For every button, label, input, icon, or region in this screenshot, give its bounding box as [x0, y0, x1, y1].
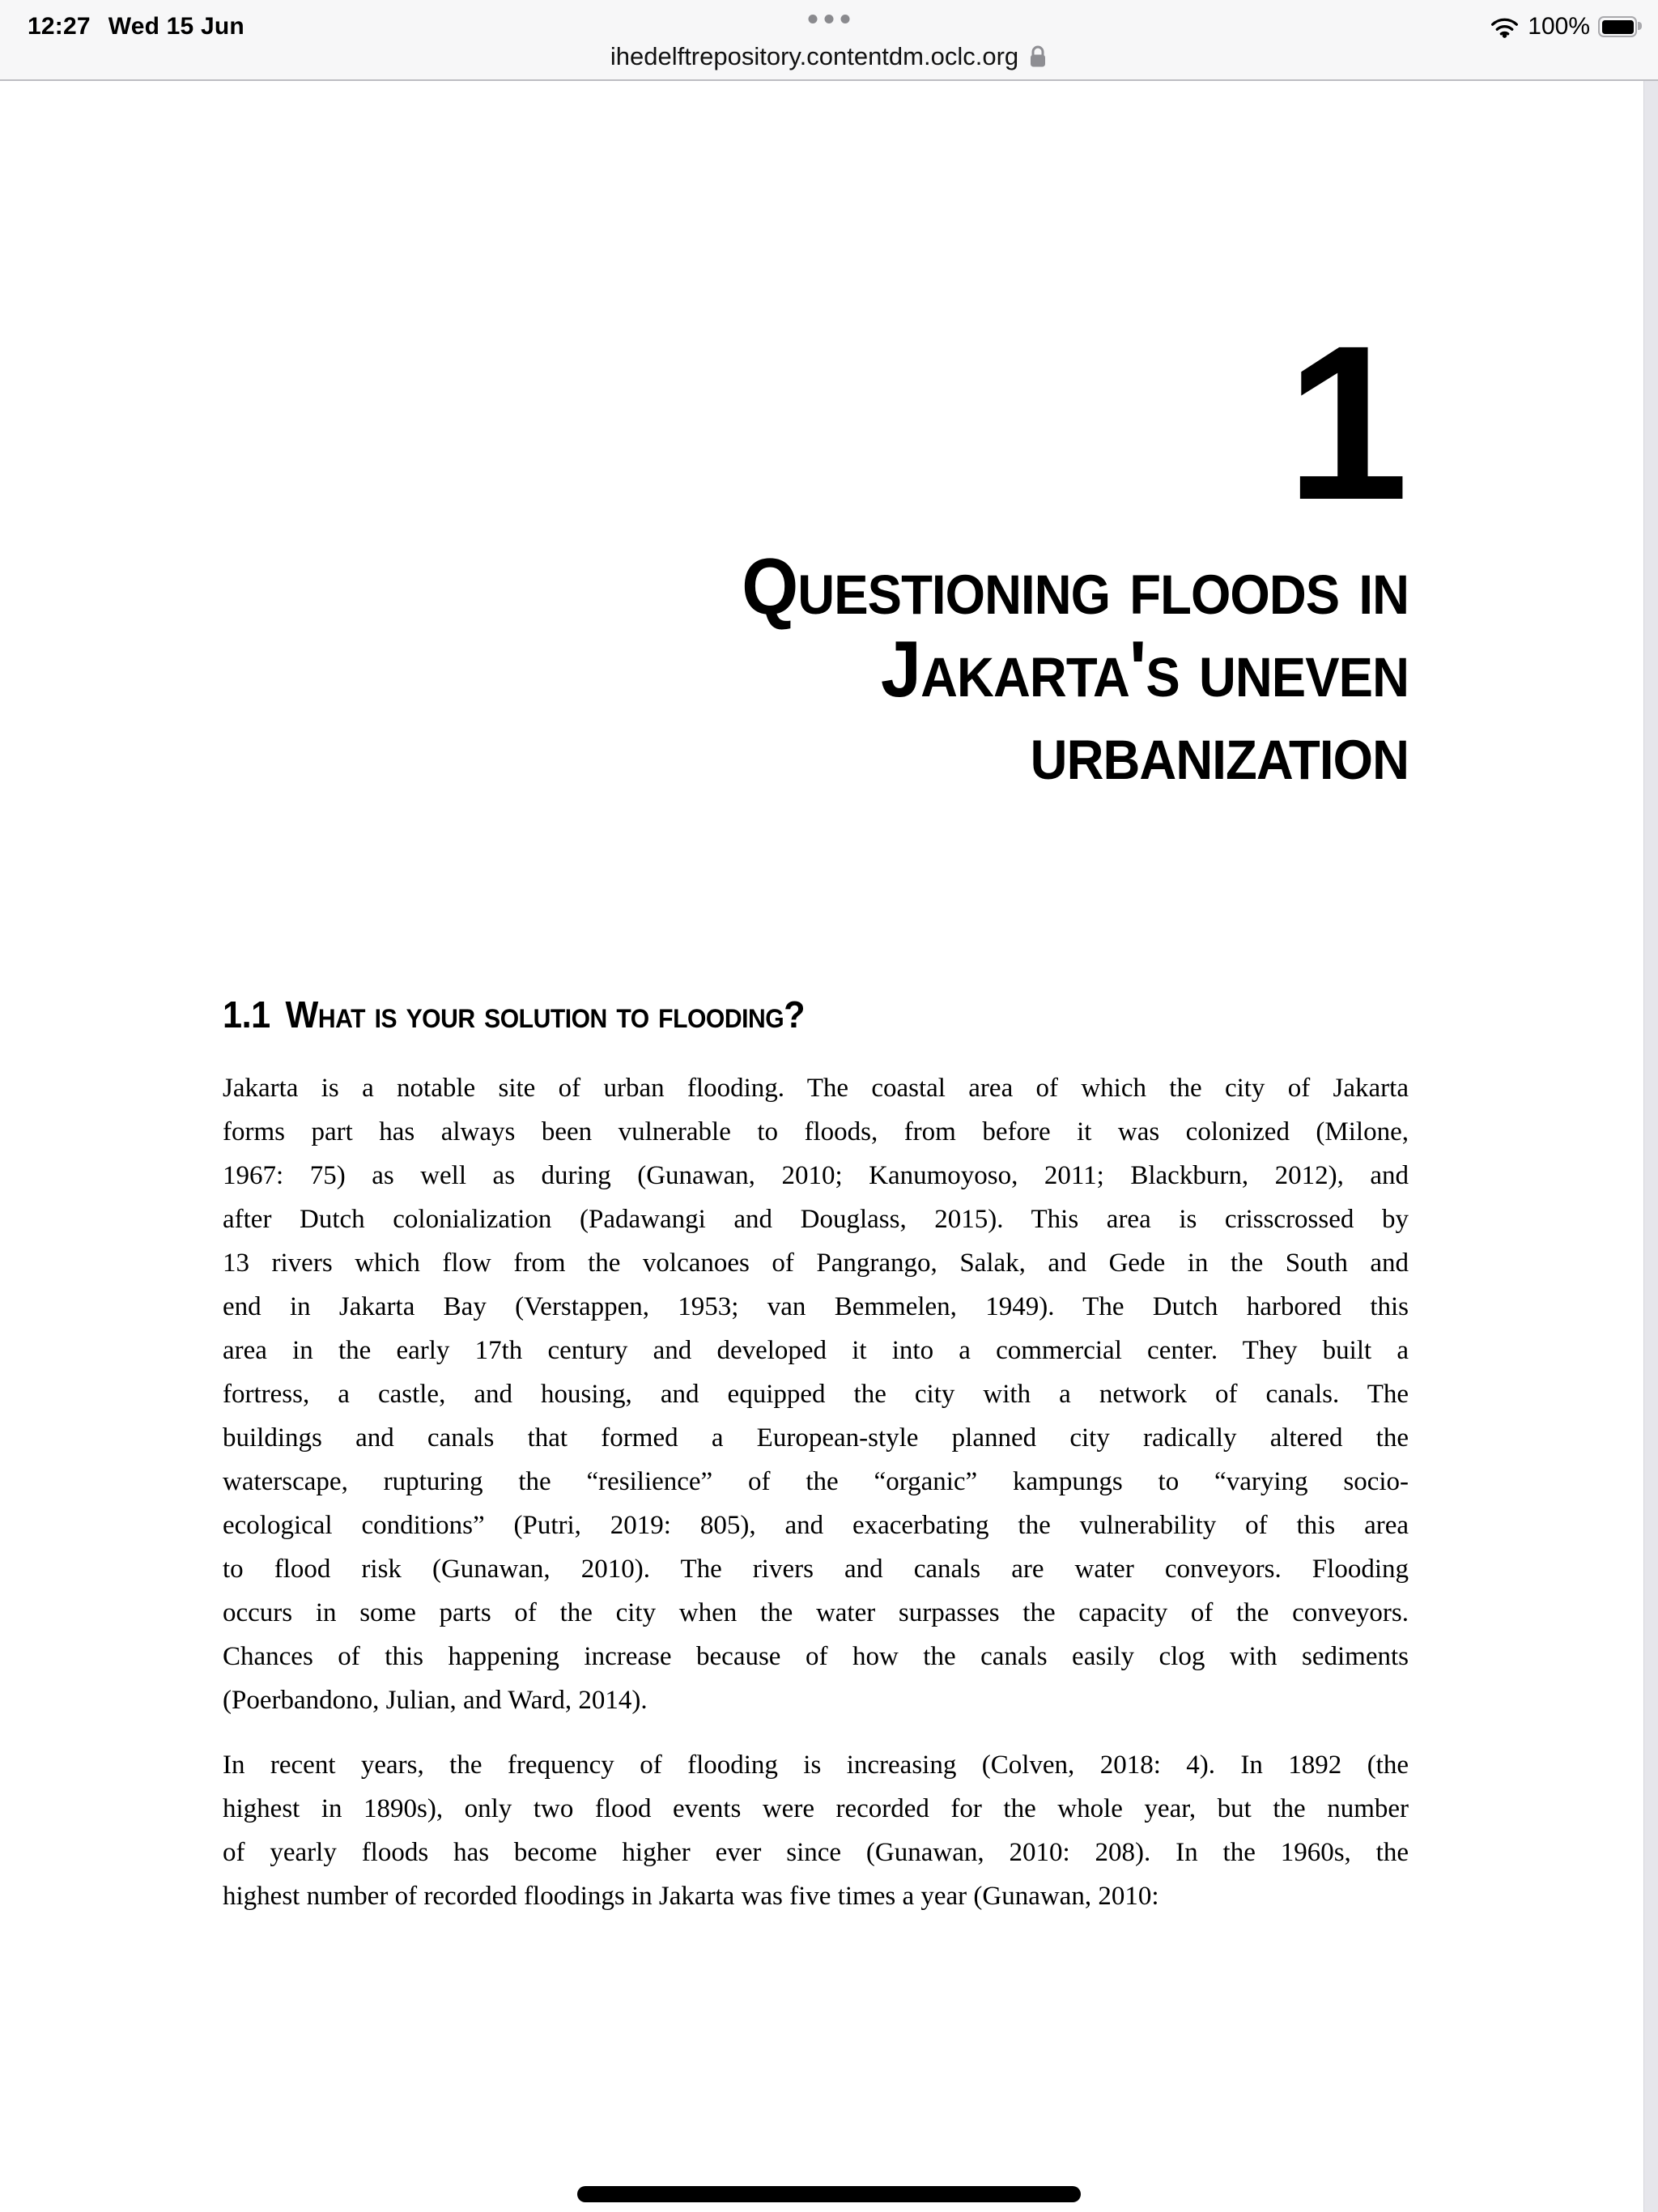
- text-line: Questioning floods in: [742, 542, 1409, 631]
- status-left: [28, 13, 244, 40]
- text-line: (Poerbandono, Julian, and Ward, 2014).: [223, 1686, 648, 1715]
- url-text[interactable]: ihedelftrepository.contentdm.oclc.org: [610, 42, 1019, 70]
- paragraph: [223, 1743, 1409, 1918]
- dot-icon: [809, 15, 818, 23]
- text-line: Jakarta's uneven: [880, 624, 1409, 713]
- status-date: Wed 15 Jun: [108, 13, 244, 40]
- text-line: Chances of this happening increase because of how the canals easily clog with sediments: [223, 1642, 1409, 1671]
- text-line: after Dutch colonialization (Padawangi and Douglass, 2015). This area is crisscrossed by: [223, 1205, 1409, 1234]
- text-line: 13 rivers which flow from the volcanoes of Pangrango, Salak, and Gede in the South and: [223, 1249, 1409, 1278]
- status-right: [1490, 13, 1637, 40]
- text-line: ecological conditions” (Putri, 2019: 805), and exacerbating the vulnerability of this area: [223, 1511, 1409, 1540]
- text-line: highest number of recorded floodings in Jakarta was five times a year (Gunawan, 2010:: [223, 1882, 1159, 1911]
- text-line: area in the early 17th century and developed it into a commercial center. They built a: [223, 1336, 1409, 1365]
- multitasking-dots-icon[interactable]: [809, 15, 850, 23]
- text-line: waterscape, rupturing the “resilience” of the “organic” kampungs to “varying socio-: [223, 1467, 1409, 1496]
- text-line: end in Jakarta Bay (Verstappen, 1953; van Bemmelen, 1949). The Dutch harbored this: [223, 1292, 1409, 1321]
- text-line: urbanization: [1030, 707, 1409, 796]
- dot-icon: [841, 15, 850, 23]
- text-line: highest in 1890s), only two flood events were recorded for the whole year, but the number: [223, 1794, 1409, 1823]
- text-line: occurs in some parts of the city when the water surpasses the capacity of the conveyors.: [223, 1598, 1409, 1627]
- url-field[interactable]: [0, 42, 1658, 71]
- document-page: [0, 81, 1644, 2212]
- text-line: to flood risk (Gunawan, 2010). The rivers and canals are water conveyors. Flooding: [223, 1555, 1409, 1584]
- paragraph: [223, 1066, 1409, 1722]
- chapter-number: 1: [1286, 300, 1409, 546]
- battery-icon: [1598, 16, 1637, 37]
- text-line: of yearly floods has become higher ever since (Gunawan, 2010: 208). In the 1960s, the: [223, 1838, 1409, 1867]
- lock-icon: [1028, 45, 1048, 69]
- wifi-icon: [1490, 15, 1520, 38]
- battery-percent: 100%: [1528, 13, 1590, 40]
- text-line: 1967: 75) as well as during (Gunawan, 2010; Kanumoyoso, 2011; Blackburn, 2012), and: [223, 1161, 1409, 1190]
- section-number: 1.1: [223, 993, 270, 1036]
- body-text: [223, 1066, 1409, 1918]
- text-line: buildings and canals that formed a European-style planned city radically altered the: [223, 1423, 1409, 1453]
- battery-nub: [1638, 22, 1642, 30]
- dot-icon: [825, 15, 834, 23]
- document-content: [223, 300, 1409, 1918]
- text-line: forms part has always been vulnerable to floods, from before it was colonized (Milone,: [223, 1117, 1409, 1146]
- home-indicator[interactable]: [577, 2186, 1081, 2202]
- text-line: In recent years, the frequency of flooding is increasing (Colven, 2018: 4). In 1892 (the: [223, 1750, 1409, 1780]
- text-line: Jakarta is a notable site of urban flooding. The coastal area of which the city of Jakarta: [223, 1074, 1409, 1103]
- section-title: What is your solution to flooding?: [285, 993, 806, 1036]
- chapter-title: [317, 542, 1409, 796]
- battery-fill: [1602, 20, 1634, 34]
- status-bar: [0, 0, 1658, 81]
- scroll-gutter: [1643, 81, 1658, 2212]
- section-heading: [223, 992, 1337, 1037]
- text-line: fortress, a castle, and housing, and equipped the city with a network of canals. The: [223, 1380, 1409, 1409]
- status-time: 12:27: [28, 13, 91, 40]
